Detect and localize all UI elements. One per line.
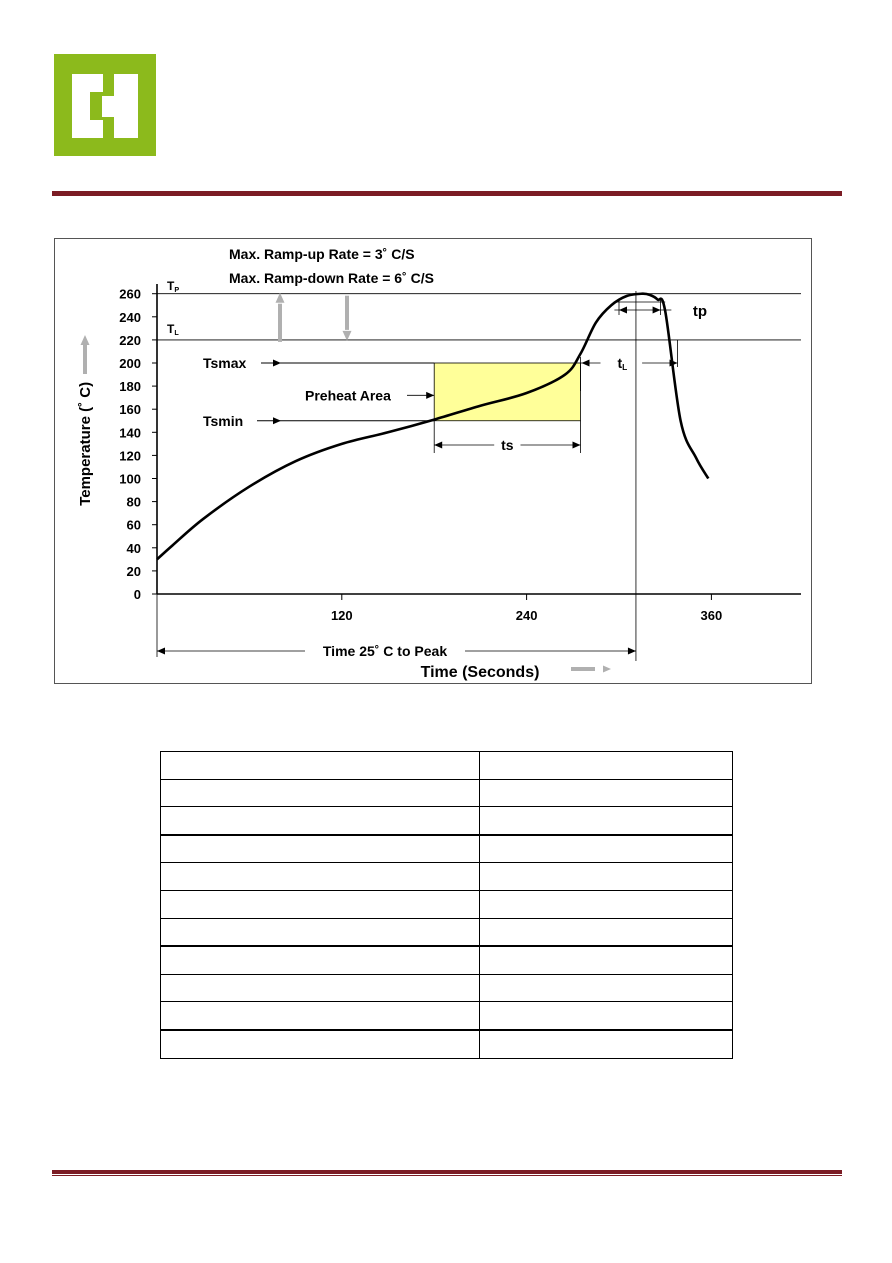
table-cell [480, 779, 733, 807]
y-tick-label: 120 [119, 448, 141, 464]
reflow-spec-table [160, 751, 733, 1059]
table-row [161, 890, 733, 918]
arrowhead [573, 442, 581, 449]
table-cell [161, 974, 480, 1002]
table-cell [161, 946, 480, 974]
tsmin-label: Tsmin [203, 412, 244, 429]
y-tick-label: 160 [119, 402, 141, 418]
x-tick-label: 120 [330, 608, 353, 623]
table-cell [161, 779, 480, 807]
table-cell [161, 890, 480, 918]
table-cell [480, 863, 733, 891]
x-axis-title: Time (Seconds) [420, 664, 540, 681]
company-logo-icon [54, 54, 156, 156]
arrowhead [273, 417, 281, 424]
table-cell [161, 1002, 480, 1030]
y-tick-label: 100 [119, 471, 141, 487]
table-row [161, 974, 733, 1002]
arrowhead [426, 392, 434, 399]
y-tick-label: 20 [126, 563, 141, 579]
y-tick-label: 260 [119, 286, 141, 302]
table-row [161, 835, 733, 863]
y-tick-label: 40 [126, 540, 141, 556]
tp-level-label: TP [167, 279, 180, 294]
tp-time-label: tp [692, 303, 708, 320]
table-cell [161, 835, 480, 863]
table-row [161, 1030, 733, 1058]
arrowhead [653, 307, 661, 314]
arrowhead [276, 293, 285, 303]
table-cell [480, 890, 733, 918]
ts-label: ts [501, 437, 514, 453]
table-row [161, 918, 733, 946]
header-rule [52, 191, 842, 196]
table-row [161, 807, 733, 835]
table-cell [161, 1030, 480, 1058]
tsmax-label: Tsmax [203, 355, 247, 371]
ramp-down-label: Max. Ramp-down Rate = 6˚ C/S [229, 270, 434, 286]
table-cell [161, 918, 480, 946]
table-cell [480, 974, 733, 1002]
table-row [161, 946, 733, 974]
y-tick-label: 240 [119, 309, 141, 325]
y-tick-label: 60 [126, 517, 141, 533]
x-tick-label: 360 [700, 608, 723, 623]
y-axis-title: Temperature (˚ C) [77, 381, 94, 506]
table-cell [161, 807, 480, 835]
footer-rule [52, 1170, 842, 1176]
arrowhead [628, 648, 636, 655]
arrowhead [273, 360, 281, 367]
arrowhead [582, 360, 590, 367]
arrowhead [603, 666, 611, 673]
arrowhead [434, 442, 442, 449]
y-tick-label: 140 [119, 425, 141, 441]
table-row [161, 752, 733, 780]
table-cell [480, 918, 733, 946]
x-tick-label: 240 [515, 608, 538, 623]
time-to-peak-label: Time 25˚ C to Peak [322, 643, 448, 659]
y-tick-label: 220 [119, 332, 141, 348]
arrowhead [81, 335, 90, 345]
tl-level-label: TL [167, 322, 179, 337]
reflow-profile-chart [54, 238, 812, 684]
y-tick-label: 200 [119, 356, 141, 371]
chart-svg [55, 239, 813, 685]
tl-time-label: tL [617, 355, 628, 372]
arrowhead [343, 331, 352, 341]
arrowhead [619, 307, 627, 314]
table-row [161, 779, 733, 807]
table-row [161, 1002, 733, 1030]
table-cell [161, 752, 480, 780]
table-cell [480, 946, 733, 974]
table-cell [480, 752, 733, 780]
y-tick-label: 80 [126, 494, 141, 510]
arrowhead [157, 648, 165, 655]
table-cell [161, 863, 480, 891]
y-tick-label: 0 [133, 587, 141, 602]
ramp-up-label: Max. Ramp-up Rate = 3˚ C/S [229, 246, 415, 262]
table-cell [480, 807, 733, 835]
preheat-label: Preheat Area [305, 387, 391, 404]
table-cell [480, 1002, 733, 1030]
table-row [161, 863, 733, 891]
table-cell [480, 835, 733, 863]
y-tick-label: 180 [119, 379, 141, 395]
table-cell [480, 1030, 733, 1058]
